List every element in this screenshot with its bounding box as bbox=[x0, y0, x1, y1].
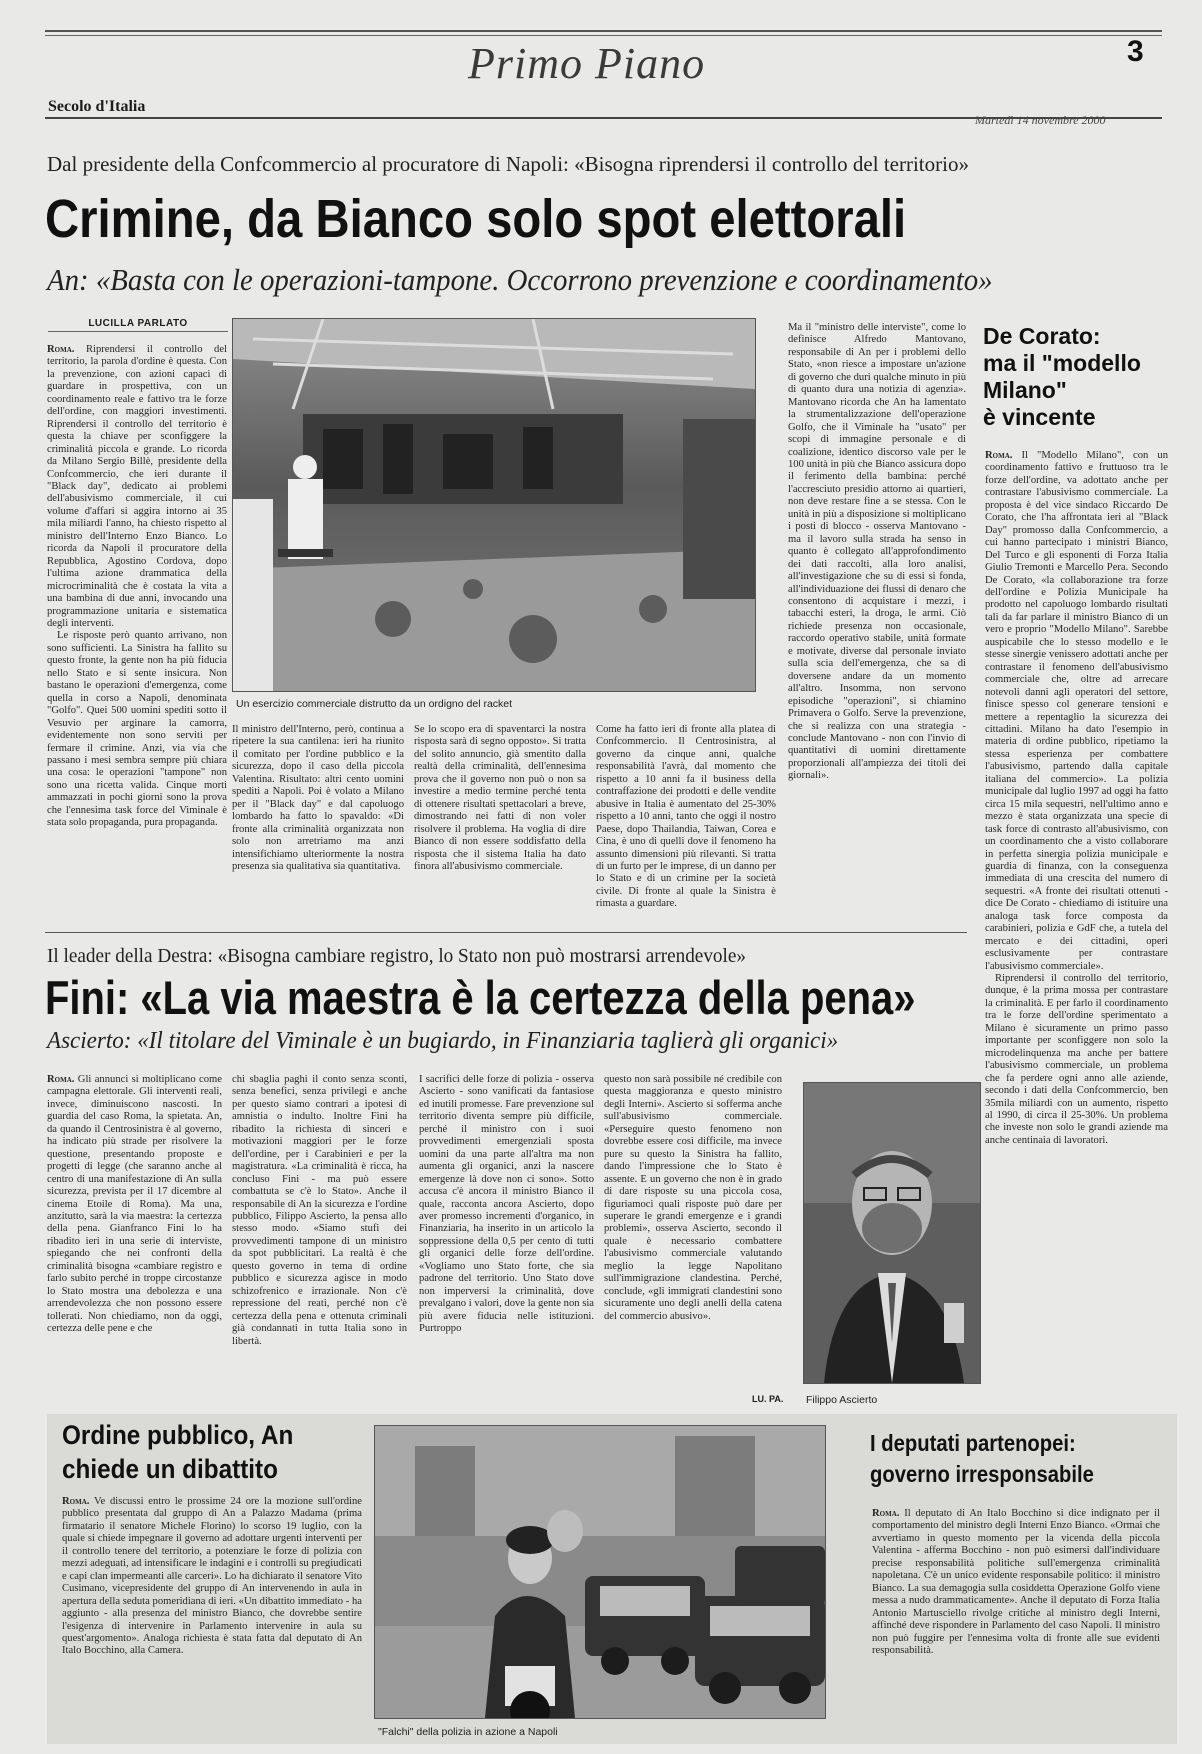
ascierto-photo-caption: Filippo Ascierto bbox=[806, 1394, 878, 1406]
deputati-column: Roma. Il deputato di An Italo Bocchino si dice indignato per il comportamento del ministro degli Interni Enzo Bianco. «Ormai che avvertiamo in questo momento per la vicenda della piccola Valentina - afferma Bocchino - non può esimersi dall'individuare precise responsabilità politiche sull'emergenza criminalità napoletana. C'è un unico evidente responsabile politico: il ministro Bianco. La sua demagogia sulla cosiddetta Operazione Golfo viene messa a nudo drammaticamente». Anche il deputato di Forza Italia Antonio Martusciello rivolge critiche al ministro degli Interni, affinché deve rispondere in Parlamento del caso Napoli. Il ministro non può fuggire per l'ennesima volta di fronte alle sue evidenti responsabilità. bbox=[872, 1508, 1160, 1656]
story-divider bbox=[45, 932, 967, 933]
decorato-headline: De Corato: ma il "modello Milano" è vincente bbox=[983, 323, 1141, 430]
fini-column-4: questo non sarà possibile né credibile con questa maggioranza e questo ministro degli Interni». Ascierto si sofferma anche sull'abusivismo commerciale. «Perseguire questo fenomeno non dovrebbe essere così difficile, ma invece pure su questo la Sinistra ha fallito, dando l'impressione che lo Stato è assente. E un governo che non è in grado di dare risposte su una piccola cosa, figuriamoci quali risposte può dare per superare le grandi emergenze e i grandi problemi», osserva Ascierto, secondo il quale è necessario combattere l'abusivismo commerciale valutando meglio la legge Napolitano sull'immigrazione clandestina. Perché, conclude, «gli immigrati clandestini sono sicuramente uno degli anelli della catena del commercio abusivo». bbox=[604, 1074, 782, 1322]
lead-column-5: Ma il "ministro delle interviste", come lo definisce Alfredo Mantovano, responsabile di An per i problemi dello Stato, «non riesce a impostare un'azione di governo che duri qualche minuto in più di quanto dura una notizia di agenzia». Mantovano ricorda che An ha lamentato la strumentalizzazione dell'operazione Golfo, che il Viminale ha "usato" per scopi di immagine personale e di coalizione, identico discorso vale per le 100 unità in più che Bianco assicura dopo il ferimento della bambina: perché l'accresciuto presidio attorno ai quartieri, non deve restare fine a se stessa. Con le unità in più a disposizione si moltiplicano i posti di blocco - osserva Mantovano - ma il lavoro sulla strada ha senso in quanto è collegato all'approfondimento dei dati raccolti, alla loro analisi, all'investigazione che su di essi si fonda, all'individuazione dei flussi di denaro che consentono di acquistare i mezzi, i tabacchi esteri, la droga, le armi. Ciò richiede presenza non occasionale, raccordo operativo stabile, unità formate e motivate, diverse dal personale inviato sulla scia dell'emergenza, che sa di doversene andare da un momento all'altro. Insomma, non servono episodiche "operazioni", si chiamino Primavera o Golfo. Serve la prevenzione, che si realizza con una strategia - conclude Mantovano - non con l'invio di quantitativi di uomini direttamente proporzionali all'ampiezza dei titoli dei giornali». bbox=[788, 322, 966, 782]
fini-headline: Fini: «La via maestra è la certezza della pena» bbox=[45, 971, 916, 1024]
decorato-column: Roma. Il "Modello Milano", con un coordinamento fattivo e fruttuoso tra le forze dell'ordine, va adottato anche per contrastare l'abusivismo commerciale. La proposta è del vice sindaco Riccardo De Corato, che l'ha affrontata ieri al "Black Day" promosso dalla Confcommercio, a cui hanno partecipato i ministri Bianco, Del Turco e gli esponenti di Forza Italia Giulio Tremonti e Marcello Pera. Secondo De Corato, «la collaborazione tra forze dell'ordine e Polizia Municipale ha prodotto nel capoluogo lombardo risultati tali da far parlare il ministro Bianco di un vero e proprio "Modello Milano". Sarebbe auspicabile che lo stesso modello e le stesse sinergie venissero adottati anche per contrastare il fenomeno dell'abusivismo commerciale che, oltre ad arrecare notevoli danni agli operatori del settore, finisce spesso col generare tensioni e mettere a repentaglio la sicurezza dei cittadini. Milano ha dato l'esempio in materia di ordine pubblico, ripetiamo la stessa esperienza per combattere l'abusivismo, partendo dalla capitale italiana del commercio». La polizia municipale dal luglio 1997 ad oggi ha fatto circa 15 mila sequestri, nell'ultimo anno e mezzo è stata organizzata una specie di task force di contrasto all'abusivismo, con un coordinamento che a visto collaborare in perfetta sinergia polizia municipale e guardia di finanza, con la conseguenza immediata di una crescita del numero di sequestri. «A fronte dei risultati ottenuti - dice De Corato - chiediamo di istituire una analoga task force composta da carabinieri, polizia e GdF che, a tutela del mercato e dei cittadini, operi esclusivamente per contrastare l'abusivismo commerciale». Riprendersi il controllo del territorio, dunque, è la prima mossa per contrastare la criminalità. E per farlo il coordinamento tra le forze dell'ordine sperimentato a Milano è sicuramente un primo passo importante per sconfiggere non solo la microdelinquenza ma anche per battere l'abusivismo commerciale, un problema che fa perdere ogni anno alle aziende, secondo i dati della Confcommercio, ben 35mila miliardi con un aumento, rispetto al 1990, di circa il 25-30%. Un problema che investe non solo le grandi aziende ma anche centinaia di lavoratori. bbox=[985, 450, 1168, 1146]
fini-column-1: Roma. Gli annunci si moltiplicano come campagna elettorale. Gli interventi reali, invece, diminuiscono nascosti. In guardia del caso Roma, la spietata. An, da quando il Centrosinistra è al governo, ha indicato più strade per risolvere la questione, presentando proposte e progetti di legge (che saranno anche al centro di una manifestazione di An sulla sicurezza, prevista per il 17 dicembre al cinema Etoile di Roma). Ma una, anzitutto, sarà la via maestra: la certezza della pena. Gianfranco Fini lo ha ribadito ieri in una serie di interviste, spiegando che nei confronti della criminalità bisogna «cambiare registro e farlo subito perché in troppe circostanze lo Stato mostra una debolezza e una arrendevolezza che non possono essere tollerati. Non chiediamo, non da oggi, certezza delle pene e che bbox=[47, 1074, 222, 1335]
police-photo bbox=[374, 1425, 826, 1719]
lead-column-1: Roma. Riprendersi il controllo del territorio, la parola d'ordine è questa. Con la prevenzione, con azioni capaci di guardare in prospettiva, con un coordinamento reale e fattivo tra le forze dell'ordine, con maggiori investimenti. Riprendersi il controllo del territorio è questa la chiave per sconfiggere la criminalità piccola e grande. Lo ricorda da Milano Sergio Billè, presidente della Confcommercio, che ieri durante il "Black day", dedicato ai problemi dell'abusivismo commerciale, il cui volume d'affari si aggira intorno ai 35 mila miliardi l'anno, ha chiesto rispetto al ministro dell'Interno Enzo Bianco. Lo ricorda da Napoli il procuratore della Repubblica, Agostino Cordova, dopo l'ultima azione drammatica della microcriminalità che è costata la vita a una bambina di due anni, invocando una programmazione unitaria e sistematica degli interventi. Le risposte però quanto arrivano, non sono sufficienti. La Sinistra ha fallito su questo fronte, la gente non ha più fiducia nello Stato e si sente insicura. Non bastano le operazioni d'emergenza, come quella in corso a Napoli, denominata "Golfo". Quei 500 uomini spediti sotto il Vesuvio per arginare la camorra, evidentemente non sono serviti per fermare il crimine. Anzi, via via che passano i mesi sembra sempre più chiara una cosa: le operazioni "tampone" non sono una ricetta valida. Cinque morti ammazzati in pochi giorni sono la prova che l'ennesima task force del Viminale è stata solo propaganda, pura propaganda. bbox=[47, 344, 227, 829]
page-number: 3 bbox=[1127, 35, 1144, 68]
lead-column-2: Il ministro dell'Interno, però, continua a ripetere la sua cantilena: ieri ha riunito il comitato per l'ordine pubblico e la sicurezza, dopo il caso della piccola Valentina. Risultato: altri cento uomini spediti a Napoli. Poi è volato a Milano per il "Black day" e dal capoluogo lombardo ha fatto lo spavaldo: «Di fronte alla criminalità organizzata non solo non arretriamo ma anzi intensifichiamo ulteriormente la nostra presenza sia qualitativa sia quantitativa. bbox=[232, 724, 404, 872]
deputati-headline: I deputati partenopei: governo irresponsabile bbox=[870, 1430, 1094, 1487]
police-photo-caption: "Falchi" della polizia in azione a Napoli bbox=[378, 1726, 558, 1738]
fini-column-2: chi sbaglia paghi il conto senza sconti, senza benefici, senza privilegi e anche per questo siamo contrari a ipotesi di amnistia o indulto. Inoltre Fini ha ribadito la richiesta di sinceri e motivazioni maggiori per le forze dell'ordine, per i Carabinieri e per la magistratura. «La criminalità è ricca, ha concluso Fini - ma può essere combattuta se c'è lo Stato». Anche il responsabile di An la sicurezza e l'ordine pubblico, Filippo Ascierto, la pensa allo stesso modo. «Siamo stufi dei provvedimenti tampone di un ministro da spot pubblicitari. La realtà è che questo governo in tema di ordine pubblico e sicurezza agisce in modo schizofrenico e irrazionale. Non c'è repressione del reati, perché non c'è certezza della pena e ottenuta criminali già condannati in tutta Italia sono in libertà. bbox=[232, 1074, 407, 1347]
lead-column-4: Come ha fatto ieri di fronte alla platea di Confcommercio. Il Centrosinistra, al governo da cinque anni, qualche responsabilità l'avrà, dal momento che rispetto a 10 anni fa il business della contraffazione dei prodotti e delle vendite abusive in Italia è aumentato del 25-30% rispetto a 10 anni, tanto che oggi il nostro Paese, dopo Thailandia, Taiwan, Corea e Cina, è uno di quelli dove il fenomeno ha assunto dimensioni più rilevanti. Si tratta di un furto per le imprese, di un danno per lo Stato e di un crimine per la società civile. Di fronte al quale la Sinistra è rimasta a guardare. bbox=[596, 724, 776, 910]
fini-subhead: Ascierto: «Il titolare del Viminale è un bugiardo, in Finanziaria taglierà gli organici» bbox=[47, 1028, 839, 1054]
lead-headline: Crimine, da Bianco solo spot elettorali bbox=[45, 189, 907, 249]
lead-kicker: Dal presidente della Confcommercio al procuratore di Napoli: «Bisogna riprendersi il controllo del territorio» bbox=[47, 152, 969, 176]
fini-column-3: I sacrifici delle forze di polizia - osserva Ascierto - sono vanificati da fantasiose ed inutili promesse. Fare prevenzione sul territorio diventa sempre più difficile, perché il ministro con i suoi provvedimenti emergenziali sposta uomini da una parte all'altra ma non aumenta gli organici, anzi la nascere emergenze là dove non ci sono». Sotto accusa c'è ancora il ministro Bianco il quale, racconta ancora Ascierto, dopo aver promesso incrementi d'organico, in Finanziaria, ha inserito in un articolo la soppressione della 0,5 per cento di tutti gli organici delle forze dell'ordine. «Vogliamo uno Stato forte, che sia padrone del territorio. Uno Stato dove non imperversi la criminalità, dove prevalgano i valori, dove la gente non sia più avere fiducia nelle istituzioni. Purtroppo bbox=[419, 1074, 594, 1335]
ascierto-photo bbox=[803, 1082, 981, 1384]
fini-kicker: Il leader della Destra: «Bisogna cambiare registro, lo Stato non può mostrarsi arrendevole» bbox=[47, 945, 746, 967]
lead-subhead: An: «Basta con le operazioni-tampone. Occorrono prevenzione e coordinamento» bbox=[47, 262, 993, 297]
issue-date: Martedì 14 novembre 2000 bbox=[975, 113, 1106, 127]
ordine-headline: Ordine pubblico, An chiede un dibattito bbox=[62, 1420, 294, 1484]
section-title: Primo Piano bbox=[468, 39, 706, 88]
lead-photo bbox=[232, 318, 756, 692]
lead-photo-caption: Un esercizio commerciale distrutto da un ordigno del racket bbox=[236, 698, 513, 710]
lead-column-3: Se lo scopo era di spaventarci la nostra risposta sarà di segno opposto». Si tratta del solito annuncio, già smentito dalla realtà della criminalità, dell'ennesima prova che il governo non può o non sa investire a medio termine perché tenta di ottenere risultati spettacolari a breve, dimostrando nei fatti di non voler risolvere il problema. Ha voglia di dire Bianco di non essere soddisfatto della risposta che il sistema Italia ha dato finora all'abusivismo commerciale. bbox=[414, 724, 586, 872]
lead-byline: LUCILLA PARLATO bbox=[48, 318, 228, 332]
fini-signoff: LU. PA. bbox=[752, 1394, 784, 1404]
masthead: Secolo d'Italia bbox=[48, 98, 146, 115]
ordine-column: Roma. Ve discussi entro le prossime 24 ore la mozione sull'ordine pubblico presentata dal gruppo di An a Palazzo Madama (prima firmatario il senatore Michele Florino) lo scorso 19 luglio, con la quale si chiede impegnare il governo ad adottare urgenti interventi per il controllo tenere del territorio, a potenziare le forze di polizia con mezzi adeguati, ad intensificare le indagini e i controlli su pregiudicati e capi clan impermeanti alle carceri». Lo ha dichiarato il senatore Vito Cusimano, vicepresidente del gruppo di An intervenendo in aula in apertura della seduta pomeridiana di ieri. «Un dibattito immediato - ha aggiunto - alla presenza del ministro Bianco, che dovrebbe sentire l'esigenza di intervenire in Parlamento intervenire in aula su quest'argomento». Analoga richiesta è stata fatta dal deputato di An Italo Bocchino, alla Camera. bbox=[62, 1496, 362, 1657]
